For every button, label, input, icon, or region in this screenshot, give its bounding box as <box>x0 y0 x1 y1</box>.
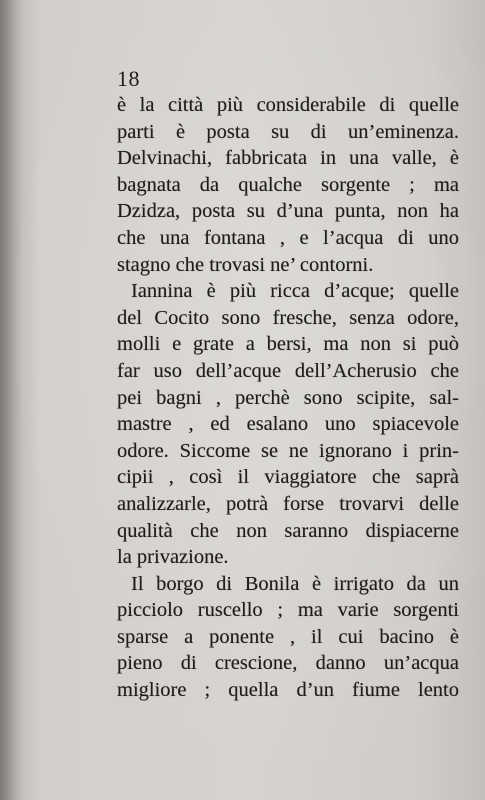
text-line: cipii , così il viaggiatore che saprà <box>117 466 459 489</box>
text-line: che una fontana , e l’acqua di uno <box>117 226 459 249</box>
text-line: Delvinachi, fabbricata in una valle, è <box>117 147 459 170</box>
text-line: del Cocito sono fresche, senza odore, <box>117 306 459 329</box>
text-line: la privazione. <box>117 546 229 569</box>
text-line: pieno di crescione, danno un’acqua <box>117 652 459 675</box>
text-line: sparse a ponente , il cui bacino è <box>117 625 459 648</box>
body-text <box>117 92 459 704</box>
text-line: far uso dell’acque dell’Acherusio che <box>117 359 459 382</box>
text-line: pei bagni , perchè sono scipite, sal- <box>117 386 459 409</box>
text-line: Dzidza, posta su d’una punta, non ha <box>117 200 459 223</box>
text-line: stagno che trovasi ne’ contorni. <box>117 253 374 276</box>
text-line: picciolo ruscello ; ma varie sorgenti <box>117 599 459 622</box>
paragraph-first-line: Il borgo di Bonila è irrigato da un <box>131 572 459 595</box>
text-line: bagnata da qualche sorgente ; ma <box>117 173 459 196</box>
paragraph-first-line: Iannina è più ricca d’acque; quelle <box>131 280 459 303</box>
text-line: analizzarle, potrà forse trovarvi delle <box>117 492 459 515</box>
text-line: molli e grate a bersi, ma non si può <box>117 333 459 356</box>
page-number: 18 <box>117 66 140 91</box>
text-line: odore. Siccome se ne ignorano i prin- <box>117 439 459 462</box>
text-line: mastre , ed esalano uno spiacevole <box>117 413 459 436</box>
binding-shadow <box>0 0 22 800</box>
text-line: migliore ; quella d’un fiume lento <box>117 679 459 702</box>
text-line: parti è posta su di un’eminenza. <box>117 120 459 143</box>
text-line: è la città più considerabile di quelle <box>117 94 459 116</box>
text-line: qualità che non saranno dispiacerne <box>117 519 459 542</box>
